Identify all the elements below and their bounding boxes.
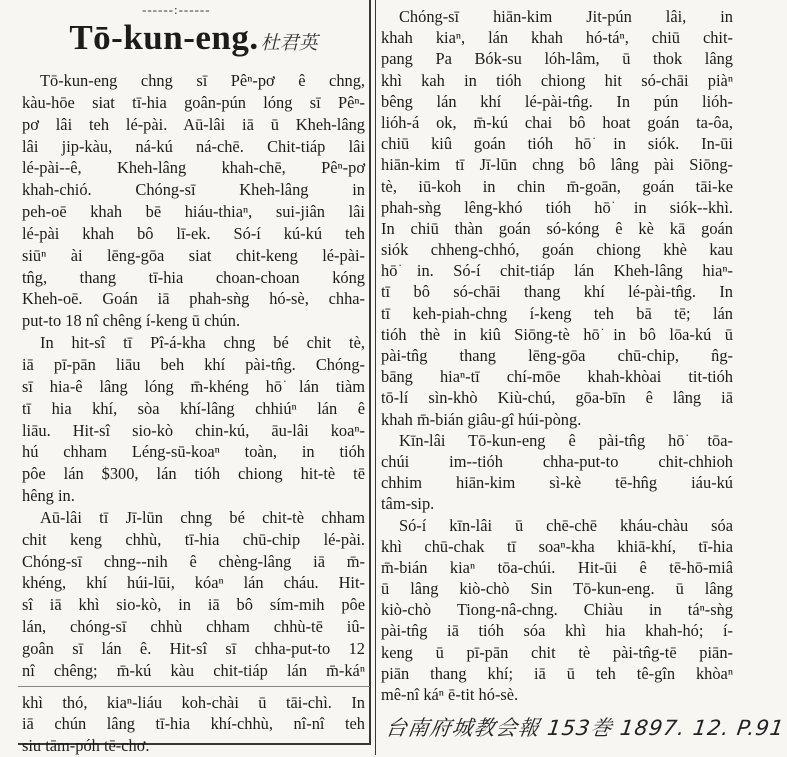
text-line: piān thang khí; iā ū teh tê-gîn khòaⁿ [381,663,733,683]
text-line: In chiū thàn goán só-kóng ê kè kā goán [381,218,733,238]
text-line: bāng hiaⁿ-tī chí-mōe khah-khòai tit-tióh [381,367,733,387]
text-line: lâi jip-kàu, ná-kú ná-chē. Chit-tiáp lâi [22,136,365,156]
text-line: sī hia-ê lâng lóng m̄-khéng hō͘ lán tiàm [22,376,365,396]
text-line: khah-chió. Chóng-sī Kheh-lâng in [22,180,365,200]
paragraph [22,70,365,332]
paragraph [22,692,365,757]
title-romanized: Tō-kun-eng. [69,18,259,57]
text-line: put-to 18 nî chêng í-keng ū chún. [22,311,241,331]
text-line: Kīn-lâi Tō-kun-eng ê pài-tn̂g hō͘ tōa- [399,430,733,450]
text-line: khéng, khí húi-lūi, kóaⁿ lán cháu. Hit- [22,573,365,593]
text-line: tn̂g, thang tī-hia choan-choan kóng [22,267,365,287]
text-line: Kheh-oē. Goán iā phah-sǹg hó-sè, chha- [22,289,365,309]
text-line: pang Pa Bók-su lóh-lâm, ū thok lâng [381,49,733,69]
text-line: Tō-kun-eng chng sī Pêⁿ-pơ ê chng, [40,71,365,90]
title-chinese-handwritten: 杜君英 [260,32,318,54]
text-line: khì chū-chak tī soaⁿ-kha khiā-khí, tī-hia [381,536,733,556]
text-line: siu tām-póh tē-chơ. [22,736,150,756]
article-title [22,18,365,58]
text-line: kàu-hōe siat tī-hia goân-pún lóng sī Pêⁿ- [22,92,365,112]
text-line: liāu. Hit-sî sio-kò chin-kú, āu-lâi koaⁿ- [22,420,365,440]
text-line: kiò-chò Tiong-nâ-chng. Chiàu in táⁿ-sǹg [381,600,733,620]
text-line: In hit-sî tī Pî-á-kha chng bé chit tè, [40,333,365,353]
text-line: iā chún lâng tī-hia khí-chhù, nî-nî teh [22,714,365,734]
text-line: Chóng-sī chng--nih ê chèng-lâng iā m̄- [22,551,365,571]
text-line: pôe lán $300, lán tióh chiong hit-tè tē [22,464,365,484]
text-line: siūⁿ ài lēng-gōa siat chit-keng lé-pài- [22,245,365,265]
text-line: lé-pài--ê, Kheh-lâng khah-chē, Pêⁿ-pơ [22,158,365,178]
text-line: chhim hiān-kim sì-kè tē-hn̂g iáu-kú [381,473,733,493]
text-line: khah m̄-bián giâu-gî húi-pòng. [381,409,582,429]
text-line: Chóng-sī hiān-kim Jit-pún lâi, in [399,7,733,26]
text-line: Só-í kīn-lâi ū chē-chē kháu-chàu sóa [399,515,733,535]
right-column [381,6,733,705]
source-caption-handwritten: 台南府城教会報 153巻 1897. 12. P.91 [384,716,787,740]
text-line: ū lâng kiò-chò Sin Tō-kun-eng. ū lâng [381,579,733,599]
text-line: khì thó, kiaⁿ-liáu koh-chài ū tāi-chì. In [22,692,365,712]
text-line: tâm-sip. [381,494,435,514]
text-line: tióh thè in kiû Siōng-tè hō͘ in bô lōa-kú ū [381,324,733,344]
text-line: lióh-á ok, m̄-kú chai bô hoat goán ta-ôa, [381,112,733,132]
paragraph [381,6,733,430]
text-line: khah kiaⁿ, lán khah hó-táⁿ, chiū chit- [381,28,733,48]
left-column [22,0,365,756]
column-rule-right [375,0,376,755]
paragraph [22,332,365,507]
column-rule-left [369,0,371,745]
text-line: m̄-bián kiaⁿ tōa-chúi. Hit-ūi ê tē-hō-miâ [381,557,733,577]
paragraph [22,507,365,682]
text-line: pài-tn̂g thang lēng-gōa chū-chip, n̂g- [381,346,733,365]
text-line: hêng in. [22,486,75,506]
text-line: tī keh-piah-chng í-keng teh bā tē; lán [381,303,733,323]
text-line: bêng lán khí lé-pài-tn̂g. In pún lióh- [381,91,733,111]
text-line: tī hia khí, sòa khí-lâng chhiúⁿ lán ê [22,398,365,418]
left-column-text [22,70,365,757]
text-line: nî chêng; m̄-kú kàu chit-tiáp lán m̄-káⁿ [22,660,365,680]
paragraph [381,515,733,706]
text-line: sî iā khì sio-kò, in iā bô sím-mih pôe [22,595,365,615]
text-line: khì kah in tióh chiong hit só-chāi piàⁿ [381,70,733,90]
text-line: tō-lí sìn-khò Kiù-chú, gōa-bīn ê lâng iā [381,388,733,408]
right-column-text [381,6,733,705]
text-line: iā pī-pān liāu beh khí pài-tn̂g. Chóng- [22,354,365,374]
text-line: Aū-lâi tī Jī-lūn chng bé chit-tè chham [40,507,365,527]
text-line: pơ lâi teh lé-pài. Aū-lâi iā ū Kheh-lâng [22,114,365,134]
text-line: lé-pài khah bô lī-ek. Só-í kú-kú teh [22,223,365,243]
text-line: tī bô só-chāi thang khí lé-pài-tn̂g. In [381,282,733,302]
text-line: hú chham Léng-sū-koaⁿ toàn, in tióh [22,442,365,462]
text-line: phah-sǹg lêng-khó tióh hō͘ in siók--khì. [381,197,733,217]
top-ornament: ------:------ [142,2,211,17]
text-line: tè, iū-koh in chin m̄-goān, goán tāi-ke [381,176,733,196]
text-line: goân sī lán ê. Hit-sî sī chha-put-to 12 [22,638,365,658]
text-line: lán, chóng-sī chhù chham chhù-tē iû- [22,617,365,637]
text-line: chúi im--tióh chha-put-to chit-chhioh [381,451,733,471]
text-line: chiū kiû goán tióh hō͘ in siók. In-ūi [381,134,733,154]
text-line: keng ū pī-pān chit tè pài-tn̂g-tē piān- [381,642,733,662]
text-line: peh-oē khah bē hiáu-thiaⁿ, sui-jiân lâi [22,202,365,222]
text-line: chit keng chhù, tī-hia chū-chip lé-pài. [22,529,365,549]
paragraph [381,430,733,515]
text-line: siók chheng-chhó, goán chiong khè kau [381,240,733,260]
text-line: hō͘ in. Só-í chit-tiáp lán Kheh-lâng hiaⁿ- [381,261,733,281]
text-line: mê-nî káⁿ ē-tit hó-sè. [381,685,519,704]
text-line: hiān-kim tī Jī-lūn chng bô lâng pài Siōng- [381,155,733,175]
text-line: pài-tn̂g iā tióh sóa khì hia khah-hó; í- [381,621,733,641]
